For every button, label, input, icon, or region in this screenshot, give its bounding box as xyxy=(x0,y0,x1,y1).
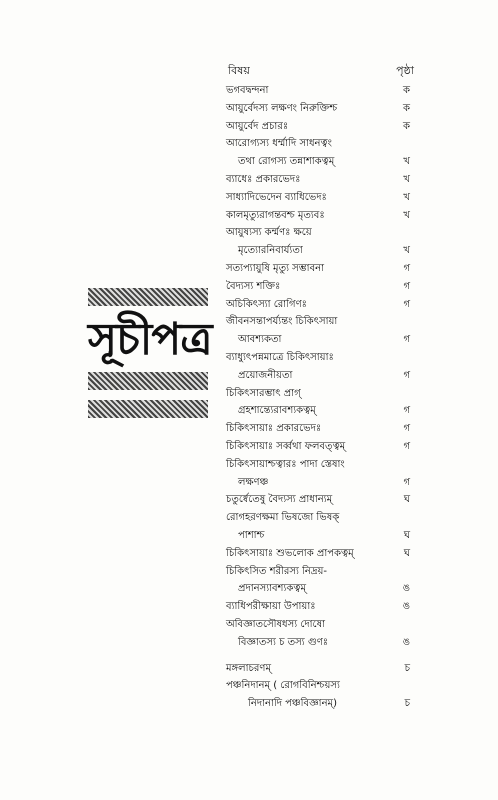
toc-entry xyxy=(226,153,410,171)
toc-entry-text: ব্যাধেঃ প্রকারভেদঃ xyxy=(226,173,301,185)
toc-entry-page: ঙ xyxy=(402,601,410,613)
toc-entry-page: ক xyxy=(403,120,410,132)
toc-entry-text: কালমৃত্যুরাগন্তবশ্চ মৃত্যবঃ xyxy=(226,209,325,221)
toc-entry-page: খ xyxy=(403,173,410,185)
toc-entry-text: আয়ুষ্যস্য কর্ম্মণঃ ক্ষয়ে xyxy=(226,227,312,239)
toc-entry-text: পঞ্চনিদানম্ ( রোগবিনিশ্চয়স্য xyxy=(226,680,340,692)
title-block xyxy=(88,288,212,418)
toc-entry-page: খ xyxy=(403,245,410,257)
hatch-divider-bottom-1 xyxy=(88,372,208,390)
toc-entry-page: খ xyxy=(403,156,410,168)
toc-entry-text: বৈদ্যস্য শক্তিঃ xyxy=(226,280,281,292)
toc-entry xyxy=(226,171,410,189)
toc-entry-page: গ xyxy=(403,280,410,292)
toc-header-topic: বিষয় xyxy=(228,64,250,77)
toc-entry xyxy=(226,634,410,652)
toc-entry-page: ঘ xyxy=(403,547,410,559)
toc-entry xyxy=(226,420,410,438)
toc-entry-text: ব্যাধ্যুৎপন্নমাত্রে চিকিৎসায়াঃ xyxy=(226,351,334,363)
toc-entry-text: প্রয়োজনীয়তা xyxy=(238,369,293,381)
toc-entry-text: সত্যপ্যায়ুষি মৃত্যু সম্ভাবনা xyxy=(226,262,325,274)
toc-entry-text: পাশাশ্চ xyxy=(238,529,265,541)
toc-entry-text: বিজ্ঞাতস্য চ তস্য গুণঃ xyxy=(238,636,329,648)
toc-entry-text: মঙ্গলাচরণম্ xyxy=(226,662,272,674)
toc-entry-page: ক xyxy=(403,102,410,114)
hatch-divider-bottom-2 xyxy=(88,400,208,418)
toc-entry xyxy=(226,438,410,456)
toc-entry-page: চ xyxy=(404,698,410,710)
toc-entry xyxy=(226,331,410,349)
toc-entry xyxy=(226,135,404,153)
toc-entry-text: চিকিৎসায়াশ্চত্বারঃ পাদা স্তেষাং xyxy=(226,458,345,470)
toc-entry-page: খ xyxy=(403,209,410,221)
toc-entry xyxy=(226,224,404,242)
toc-entry xyxy=(226,677,404,695)
toc-entry-text: সাধ্যাদিভেদেন ব্যাধিভেদঃ xyxy=(226,191,327,203)
toc-entry xyxy=(226,349,404,367)
toc-entry-text: ভগবদ্বন্দনা xyxy=(226,85,269,96)
toc-entry-text: গ্রহশান্ত্যেরাবশ্যকত্বম্ xyxy=(238,405,316,417)
toc-entry xyxy=(226,278,410,296)
toc-entry-text: লক্ষণঞ্চ xyxy=(238,476,269,488)
toc-entry-text: অচিকিৎস্যা রোগিণঃ xyxy=(226,298,307,310)
toc-entry-page: ঘ xyxy=(403,529,410,541)
toc-entry xyxy=(226,207,410,225)
toc-entry xyxy=(226,545,410,563)
toc-entries xyxy=(226,82,410,652)
toc-entry-page: ক xyxy=(403,85,410,96)
toc-entry-text: চিকিৎসারম্ভাৎ প্রাগ্ xyxy=(226,387,301,399)
toc-entry-text: চিকিৎসায়াঃ প্রকারভেদঃ xyxy=(226,423,322,435)
toc-entry xyxy=(226,82,410,100)
toc-entry-page: গ xyxy=(403,440,410,452)
toc-entry xyxy=(226,296,410,314)
hatch-divider-top xyxy=(88,288,208,306)
toc-entry-text: ব্যাধিপরীক্ষায়া উপায়াঃ xyxy=(226,601,316,613)
toc-entry xyxy=(226,189,410,207)
toc-entry xyxy=(226,509,404,527)
toc-entry xyxy=(226,402,410,420)
toc-entry-page: ঙ xyxy=(402,583,410,595)
toc-entry xyxy=(226,385,404,403)
toc-entry xyxy=(226,100,410,118)
toc-entry-text: নিদানাদি পঞ্চবিজ্ঞানম্) xyxy=(248,698,337,710)
toc-entry xyxy=(226,527,410,545)
toc-entry-text: আয়ুর্বেদস্য লক্ষণং নিরুক্তিশ্চ xyxy=(226,102,338,114)
toc-entry-page: গ xyxy=(403,423,410,435)
toc-entry-text: রোগহরণক্ষমা ভিষজো ভিষক্ xyxy=(226,512,340,524)
toc-entry-text: অবিজ্ঞাতসৌষধস্য দোষো xyxy=(226,618,325,630)
toc-entry xyxy=(226,367,410,385)
toc-entry xyxy=(226,580,410,598)
toc-entry-page: খ xyxy=(403,191,410,203)
toc-entry xyxy=(226,118,410,136)
toc-entry-page: গ xyxy=(403,405,410,417)
toc-entry-text: জীবনসন্তাপর্য্যন্তং চিকিৎসায়া xyxy=(226,316,338,328)
toc-entry-text: চতুর্ষ্বেতেষু বৈদ্যস্য প্রাধান্যম্ xyxy=(226,494,333,506)
toc-entry xyxy=(226,598,410,616)
toc-entry-page: ঘ xyxy=(403,494,410,506)
toc-entry xyxy=(226,260,410,278)
toc-entry xyxy=(226,616,404,634)
toc-entry-text: আরোগ্যস্য ধর্ম্মাদি সাধনত্বং xyxy=(226,138,332,150)
page-title: সূচীপত্র xyxy=(88,314,212,365)
toc-entry-page: গ xyxy=(403,369,410,381)
toc-entry xyxy=(226,491,410,509)
toc-header xyxy=(226,60,414,82)
toc-entry xyxy=(226,313,404,331)
section-gap xyxy=(226,652,404,660)
table-of-contents xyxy=(226,60,414,713)
toc-entry xyxy=(226,456,404,474)
toc-entry-text: তথা রোগস্য তন্নাশাকত্বম্ xyxy=(238,156,335,168)
toc-entry xyxy=(226,474,410,492)
toc-entry xyxy=(226,242,410,260)
toc-entry-text: প্রদানস্যাবশ্যকত্বম্ xyxy=(238,583,307,595)
toc-entry-page: গ xyxy=(403,334,410,346)
toc-entry-text: মৃত্যোরনিবার্য্যতা xyxy=(238,245,303,257)
toc-entry-page: ঙ xyxy=(402,636,410,648)
toc-entry xyxy=(226,695,410,713)
toc-entry-page: গ xyxy=(403,262,410,274)
toc-entry-text: আয়ুর্বেদ প্রচারঃ xyxy=(226,120,289,132)
toc-entry xyxy=(226,563,404,581)
toc-entry-page: চ xyxy=(404,662,410,674)
toc-entry-page: গ xyxy=(403,298,410,310)
toc-entry-text: চিকিৎসায়াঃ শুভলোক প্রাপকত্বম্ xyxy=(226,547,354,559)
toc-entry-text: আবশ্যকতা xyxy=(238,334,282,346)
toc-entry xyxy=(226,660,410,678)
toc-entry-text: চিকিৎসায়াঃ সর্ব্বথা ফলবত্ত্বম্ xyxy=(226,440,346,452)
toc-entry-text: চিকিৎসিত শরীরস্য নিদ্রয়- xyxy=(226,565,328,577)
toc-entry-page: গ xyxy=(403,476,410,488)
toc-entries-second-group xyxy=(226,660,410,713)
toc-header-page: পৃষ্ঠা xyxy=(396,64,414,77)
